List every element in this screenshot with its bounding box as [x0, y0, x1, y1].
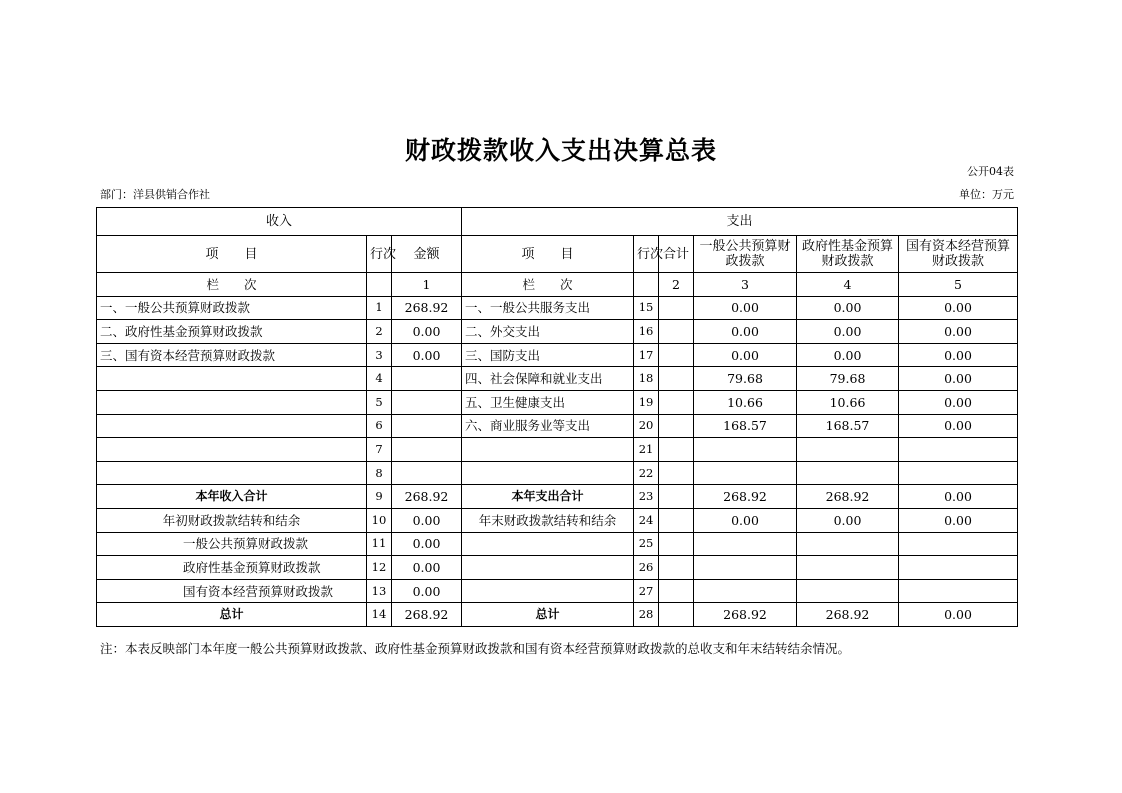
state-capital-cell: 0.00	[899, 296, 1018, 320]
general-budget-cell	[694, 556, 797, 580]
table-row	[97, 343, 1018, 367]
income-line-no-cell: 5	[367, 390, 392, 414]
expense-item-cell: 六、商业服务业等支出	[462, 414, 634, 438]
footnote: 注：本表反映部门本年度一般公共预算财政拨款、政府性基金预算财政拨款和国有资本经营预算财政拨款的总收支和年末结转结余情况。	[100, 641, 851, 656]
income-amount-cell: 0.00	[392, 532, 462, 556]
income-amount-cell: 0.00	[392, 508, 462, 532]
expense-total-cell	[659, 367, 694, 391]
state-capital-cell	[899, 579, 1018, 603]
income-item-cell	[97, 438, 367, 462]
table-row	[97, 367, 1018, 391]
report-title: 财政拨款收入支出决算总表	[404, 136, 717, 165]
expense-item-cell	[462, 438, 634, 462]
section-header-row	[97, 208, 1018, 236]
income-line-no-header: 行次	[367, 236, 392, 273]
income-line-no-cell: 12	[367, 556, 392, 580]
general-budget-cell: 268.92	[694, 603, 797, 627]
gov-fund-cell: 0.00	[797, 320, 899, 344]
income-section-header: 收入	[97, 208, 462, 236]
gov-fund-cell: 79.68	[797, 367, 899, 391]
state-capital-cell: 0.00	[899, 508, 1018, 532]
general-budget-header: 一般公共预算财政拨款	[694, 236, 797, 273]
income-amount-cell: 268.92	[392, 603, 462, 627]
table-row	[97, 320, 1018, 344]
state-capital-cell: 0.00	[899, 603, 1018, 627]
gov-fund-cell: 0.00	[797, 508, 899, 532]
gov-fund-cell: 0.00	[797, 343, 899, 367]
expense-item-cell	[462, 556, 634, 580]
income-amount-cell: 268.92	[392, 485, 462, 509]
gov-fund-cell	[797, 556, 899, 580]
state-capital-cell: 0.00	[899, 414, 1018, 438]
column-index-5: 5	[899, 273, 1018, 297]
general-budget-cell	[694, 532, 797, 556]
expense-total-cell	[659, 603, 694, 627]
income-item-cell	[97, 461, 367, 485]
expense-line-no-header: 行次	[634, 236, 659, 273]
income-amount-cell	[392, 414, 462, 438]
general-budget-cell: 0.00	[694, 296, 797, 320]
table-row	[97, 556, 1018, 580]
income-item-cell: 二、政府性基金预算财政拨款	[97, 320, 367, 344]
expense-item-cell	[462, 461, 634, 485]
expense-line-no-cell: 17	[634, 343, 659, 367]
table-row	[97, 485, 1018, 509]
income-amount-cell: 0.00	[392, 343, 462, 367]
expense-line-no-cell: 19	[634, 390, 659, 414]
table-row	[97, 603, 1018, 627]
income-amount-cell: 0.00	[392, 320, 462, 344]
gov-fund-cell	[797, 579, 899, 603]
expense-item-cell: 总计	[462, 603, 634, 627]
gov-fund-cell: 168.57	[797, 414, 899, 438]
expense-total-cell	[659, 414, 694, 438]
expense-item-header: 项 目	[462, 236, 634, 273]
income-line-no-cell: 4	[367, 367, 392, 391]
expense-line-no-cell: 22	[634, 461, 659, 485]
fiscal-summary-table	[96, 207, 1018, 627]
state-capital-cell: 0.00	[899, 485, 1018, 509]
table-row	[97, 414, 1018, 438]
income-line-no-cell: 3	[367, 343, 392, 367]
income-line-no-cell: 13	[367, 579, 392, 603]
income-line-no-cell: 11	[367, 532, 392, 556]
expense-total-cell	[659, 556, 694, 580]
income-amount-cell	[392, 367, 462, 391]
income-amount-cell	[392, 461, 462, 485]
expense-line-no-cell: 16	[634, 320, 659, 344]
income-item-cell: 年初财政拨款结转和结余	[97, 508, 367, 532]
expense-total-cell	[659, 579, 694, 603]
expense-item-cell	[462, 532, 634, 556]
expense-total-cell	[659, 343, 694, 367]
department-label: 部门：洋县供销合作社	[100, 188, 210, 201]
income-item-cell	[97, 390, 367, 414]
unit-label: 单位：万元	[959, 188, 1014, 201]
gov-fund-cell: 268.92	[797, 485, 899, 509]
income-item-cell: 总计	[97, 603, 367, 627]
expense-total-cell	[659, 296, 694, 320]
income-amount-cell	[392, 438, 462, 462]
income-item-cell	[97, 367, 367, 391]
form-number: 公开04表	[967, 165, 1014, 178]
expense-line-no-cell: 15	[634, 296, 659, 320]
table-row	[97, 461, 1018, 485]
general-budget-cell: 168.57	[694, 414, 797, 438]
gov-fund-cell: 268.92	[797, 603, 899, 627]
income-line-no-cell: 6	[367, 414, 392, 438]
general-budget-cell	[694, 438, 797, 462]
expense-line-no-cell: 20	[634, 414, 659, 438]
gov-fund-cell: 10.66	[797, 390, 899, 414]
expense-total-cell	[659, 485, 694, 509]
column-index-2: 2	[659, 273, 694, 297]
column-index-3: 3	[694, 273, 797, 297]
general-budget-cell: 0.00	[694, 343, 797, 367]
state-capital-cell	[899, 556, 1018, 580]
income-column-blank	[367, 273, 392, 297]
general-budget-cell: 268.92	[694, 485, 797, 509]
expense-item-cell: 一、一般公共服务支出	[462, 296, 634, 320]
gov-fund-cell	[797, 438, 899, 462]
income-line-no-cell: 8	[367, 461, 392, 485]
income-line-no-cell: 2	[367, 320, 392, 344]
general-budget-cell	[694, 579, 797, 603]
gov-fund-cell	[797, 532, 899, 556]
income-amount-cell: 0.00	[392, 556, 462, 580]
income-amount-cell	[392, 390, 462, 414]
expense-line-no-cell: 25	[634, 532, 659, 556]
expense-line-no-cell: 24	[634, 508, 659, 532]
expense-total-cell	[659, 532, 694, 556]
expense-item-cell: 五、卫生健康支出	[462, 390, 634, 414]
expense-total-cell	[659, 320, 694, 344]
expense-item-cell: 二、外交支出	[462, 320, 634, 344]
gov-fund-cell: 0.00	[797, 296, 899, 320]
expense-line-no-cell: 27	[634, 579, 659, 603]
column-index-4: 4	[797, 273, 899, 297]
expense-total-cell	[659, 390, 694, 414]
income-item-cell: 国有资本经营预算财政拨款	[97, 579, 367, 603]
state-capital-cell: 0.00	[899, 390, 1018, 414]
income-item-cell	[97, 414, 367, 438]
general-budget-cell: 0.00	[694, 320, 797, 344]
income-item-cell: 政府性基金预算财政拨款	[97, 556, 367, 580]
table-row	[97, 532, 1018, 556]
state-capital-cell	[899, 532, 1018, 556]
expense-line-no-cell: 26	[634, 556, 659, 580]
expense-item-cell: 年末财政拨款结转和结余	[462, 508, 634, 532]
expense-line-no-cell: 28	[634, 603, 659, 627]
expense-item-cell: 本年支出合计	[462, 485, 634, 509]
expense-total-cell	[659, 508, 694, 532]
expense-total-cell	[659, 438, 694, 462]
state-capital-cell	[899, 438, 1018, 462]
state-capital-header: 国有资本经营预算财政拨款	[899, 236, 1018, 273]
column-header-row	[97, 236, 1018, 273]
general-budget-cell: 10.66	[694, 390, 797, 414]
income-line-no-cell: 10	[367, 508, 392, 532]
table-row	[97, 508, 1018, 532]
income-item-cell: 三、国有资本经营预算财政拨款	[97, 343, 367, 367]
state-capital-cell: 0.00	[899, 320, 1018, 344]
income-amount-cell: 0.00	[392, 579, 462, 603]
expense-total-header: 合计	[659, 236, 694, 273]
state-capital-cell: 0.00	[899, 343, 1018, 367]
state-capital-cell: 0.00	[899, 367, 1018, 391]
table-row	[97, 390, 1018, 414]
expense-line-no-cell: 18	[634, 367, 659, 391]
table-row	[97, 438, 1018, 462]
income-column-label: 栏 次	[97, 273, 367, 297]
income-line-no-cell: 7	[367, 438, 392, 462]
table-row	[97, 579, 1018, 603]
expense-item-cell: 三、国防支出	[462, 343, 634, 367]
income-item-cell: 一般公共预算财政拨款	[97, 532, 367, 556]
expense-column-blank	[634, 273, 659, 297]
gov-fund-header: 政府性基金预算财政拨款	[797, 236, 899, 273]
income-amount-header: 金额	[392, 236, 462, 273]
expense-total-cell	[659, 461, 694, 485]
expense-section-header: 支出	[462, 208, 1018, 236]
expense-line-no-cell: 21	[634, 438, 659, 462]
income-item-cell: 本年收入合计	[97, 485, 367, 509]
table-row	[97, 296, 1018, 320]
expense-line-no-cell: 23	[634, 485, 659, 509]
income-item-header: 项 目	[97, 236, 367, 273]
income-line-no-cell: 1	[367, 296, 392, 320]
gov-fund-cell	[797, 461, 899, 485]
expense-item-cell	[462, 579, 634, 603]
income-amount-cell: 268.92	[392, 296, 462, 320]
general-budget-cell: 0.00	[694, 508, 797, 532]
general-budget-cell	[694, 461, 797, 485]
column-index-row	[97, 273, 1018, 297]
income-line-no-cell: 9	[367, 485, 392, 509]
income-line-no-cell: 14	[367, 603, 392, 627]
income-item-cell: 一、一般公共预算财政拨款	[97, 296, 367, 320]
expense-column-label: 栏 次	[462, 273, 634, 297]
state-capital-cell	[899, 461, 1018, 485]
column-index-1: 1	[392, 273, 462, 297]
general-budget-cell: 79.68	[694, 367, 797, 391]
expense-item-cell: 四、社会保障和就业支出	[462, 367, 634, 391]
